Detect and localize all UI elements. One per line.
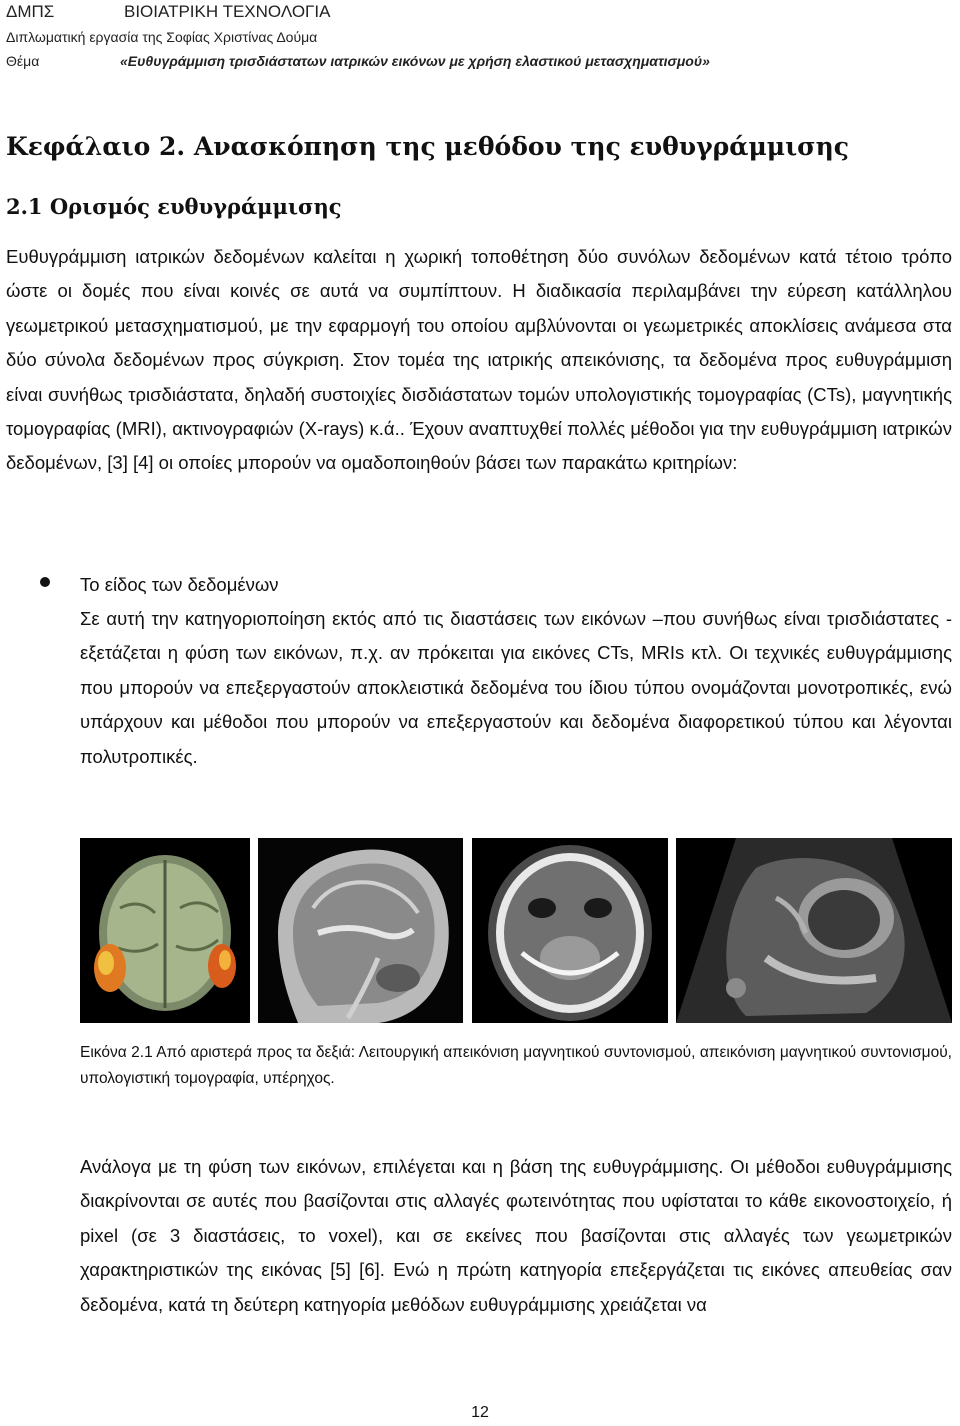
header-topic: «Ευθυγράμμιση τρισδιάστατων ιατρικών εικόνων με χρήση ελαστικού μετασχηματισμού» — [120, 53, 710, 69]
paragraph-methods: Ανάλογα με τη φύση των εικόνων, επιλέγεται και η βάση της ευθυγράμμισης. Οι μέθοδοι ευθυγράμμισης διακρίνονται σε αυτές που βασίζονται στις αλλαγές φωτεινότητας που υφίσταται το κάθε εικονοστοιχείο, ή pixel (σε 3 διαστάσεις, το voxel), και σε εκείνες που βασίζονται στις αλλαγές των γεωμετρικών χαρακτηριστικών της εικόνας [5] [6]. Ενώ η πρώτη κατηγορία επεξεργάζεται τις εικόνες απευθείας σαν δεδομένα, κατά τη δεύτερη κατηγορία μεθόδων ευθυγράμμισης χρειάζεται να — [80, 1156, 952, 1315]
header-topic-row — [6, 53, 956, 69]
chapter-title: Κεφάλαιο 2. Ανασκόπηση της μεθόδου της ευθυγράμμισης — [6, 132, 849, 161]
bullet-icon — [40, 577, 50, 587]
mri-image — [258, 838, 463, 1023]
header-thesis-line: Διπλωματική εργασία της Σοφίας Χριστίνας Δούμα — [6, 29, 318, 45]
paragraph-definition: Ευθυγράμμιση ιατρικών δεδομένων καλείται η χωρική τοποθέτηση δύο συνόλων δεδομένων κατά τέτοιο τρόπο ώστε οι δομές που είναι κοινές σε αυτά να συμπίπτουν. Η διαδικασία περιλαμβάνει την εύρεση κατάλληλου γεωμετρικού μετασχηματισμού, με την εφαρμογή του οποίου αμβλύνονται οι γεωμετρικές αποκλίσεις ανάμεσα στα δύο σύνολα δεδομένων προς σύγκριση. Στον τομέα της ιατρικής απεικόνισης, τα δεδομένα προς ευθυγράμμιση είναι συνήθως τρισδιάστατα, δηλαδή συστοιχίες δισδιάστατων τομών υπολογιστικής τομογραφίας (CTs), μαγνητικής τομογραφίας (MRI), ακτινογραφιών (X-rays) κ.ά.. Έχουν αναπτυχθεί πολλές μέθοδοι για την ευθυγράμμιση ιατρικών δεδομένων, [3] [4] οι οποίες μπορούν να ομαδοποιηθούν βάσει των παρακάτω κριτηρίων: — [6, 246, 952, 474]
bullet-title: Το είδος των δεδομένων — [80, 574, 279, 595]
figure-medical-images — [80, 838, 952, 1023]
header-topic-label: Θέμα — [6, 53, 40, 69]
section-title: 2.1 Ορισμός ευθυγράμμισης — [6, 194, 342, 219]
page-number: 12 — [471, 1404, 489, 1421]
figure-caption: Εικόνα 2.1 Από αριστερά προς τα δεξιά: Λειτουργική απεικόνιση μαγνητικού συντονισμού, απεικόνιση μαγνητικού συντονισμού, υπολογιστική τομογραφία, υπέρηχος. — [80, 1044, 952, 1087]
fmri-image — [80, 838, 250, 1023]
header-org: ΔΜΠΣ — [6, 2, 55, 21]
running-header-top — [6, 2, 331, 22]
ultrasound-image — [676, 838, 952, 1023]
ct-image — [472, 838, 668, 1023]
bullet-text: Σε αυτή την κατηγοριοποίηση εκτός από τις διαστάσεις των εικόνων –που συνήθως είναι τρισδιάστατες - εξετάζεται η φύση των εικόνων, π.χ. αν πρόκειται για εικόνες CTs, MRIs κτλ. Οι τεχνικές ευθυγράμμισης που μπορούν να επεξεργαστούν αποκλειστικά δεδομένα του ίδιου τύπου ονομάζονται μονοτροπικές, ενώ υπάρχουν και μέθοδοι που μπορούν να επεξεργαστούν και δεδομένα διαφορετικού τύπου και λέγονται πολυτροπικές. — [80, 608, 952, 767]
header-program: ΒΙΟΙΑΤΡΙΚΗ ΤΕΧΝΟΛΟΓΙΑ — [124, 2, 331, 21]
